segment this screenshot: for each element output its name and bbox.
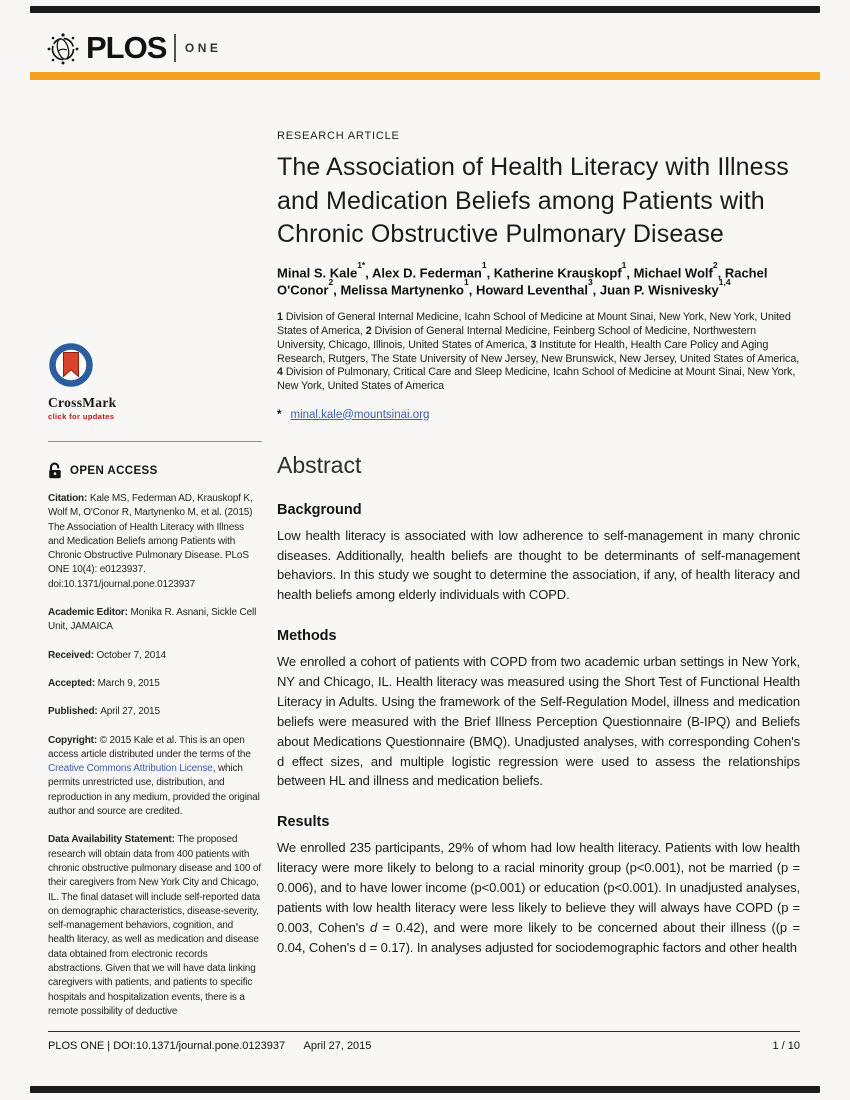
received-block: Received: October 7, 2014 <box>48 649 166 661</box>
article-title: The Association of Health Literacy with Illness and Medication Beliefs among Patients with Chronic Obstructive Pulmonary Disease <box>277 153 789 248</box>
plos-globe-icon <box>46 30 80 66</box>
corresponding-author-email-link[interactable]: minal.kale@mountsinai.org <box>290 408 430 421</box>
published-block: Published: April 27, 2015 <box>48 706 160 718</box>
section-text-results: We enrolled 235 participants, 29% of whom had low health literacy. Patients with low health literacy were more likely to belong to a racial minority group (p<0.001), not be married (p = 0.006), and to have lower income (p<0.001) or education (p<0.001). In unadjusted analyses, patients with low health literacy were less likely to believe they will always have COPD (p = 0.003, Cohen's d = 0.42), and were more likely to be concerned about their illness ((p = 0.04, Cohen's d = 0.17). In analyses adjusted for sociodemographic factors and other health <box>277 840 800 955</box>
section-heading-background: Background <box>277 501 362 518</box>
footer-date: April 27, 2015 <box>303 1040 372 1052</box>
abstract-heading: Abstract <box>277 451 362 478</box>
masthead-divider <box>174 34 176 62</box>
accepted-block: Accepted: March 9, 2015 <box>48 677 160 689</box>
crossmark-icon <box>48 342 94 388</box>
section-text-background: Low health literacy is associated with low adherence to self-management in many chronic diseases. Additionally, health beliefs are thought to be determinants of self-management behaviors. In this study we sought to determine the association, if any, of health literacy and health beliefs among elderly individuals with COPD. <box>277 527 800 603</box>
footer-journal-doi: PLOS ONE | DOI:10.1371/journal.pone.0123937 <box>48 1040 286 1052</box>
section-text-methods: We enrolled a cohort of patients with COPD from two academic urban settings in New York, NY and Chicago, IL. Health literacy was measured using the Short Test of Functional Health Literacy in Adults. Using the framework of the Self-Regulation Model, illness and medication beliefs were measured with the Brief Illness Perception Questionnaire (B-IPQ) and Beliefs about Medications Questionnaire (BMQ). Unadjusted analyses, with corresponding Cohen's d effect sizes, and multiple logistic regression were used to assess the relationships between HL and illness and medication beliefs. <box>277 654 800 789</box>
affiliations: 1 Division of General Internal Medicine, Icahn School of Medicine at Mount Sinai, New York, New York, United States of America, 2 Division of General Internal Medicine, Feinberg School of Medicine, Northwestern University, Chicago, Illinois, United States of America, 3 Institute for Health, Health Care Policy and Aging Research, Rutgers, The State University of New Jersey, New Brunswick, New Jersey, United States of America, 4 Division of Pulmonary, Critical Care and Sleep Medicine, Icahn School of Medicine at Mount Sinai, New York, New York, United States of America <box>277 311 800 392</box>
academic-editor-block: Academic Editor: Monika R. Asnani, Sickle Cell Unit, JAMAICA <box>48 607 257 633</box>
page-edge-top <box>30 6 820 13</box>
page-footer <box>48 1031 800 1052</box>
open-access-row <box>48 462 262 479</box>
metadata-sidebar <box>48 342 262 1019</box>
copyright-block: Copyright: © 2015 Kale et al. This is an open access article distributed under the terms of the Creative Commons Attribution License, which permits unrestricted use, distribution, and reproduction in any medium, provided the original author and source are credited. <box>48 734 260 818</box>
journal-name: ONE <box>184 41 222 55</box>
open-lock-icon <box>48 462 63 479</box>
crossmark-tagline: click for updates <box>48 412 115 421</box>
crossmark-badge[interactable] <box>48 342 168 421</box>
page-edge-bottom <box>30 1086 820 1093</box>
data-availability-block: Data Availability Statement: The proposed research will obtain data from 400 patients with chronic obstructive pulmonary disease and 100 of their caregivers from New York City and Chicago, IL. The final dataset will include self-reported data on demographic characteristics, disease-severity, self-management behaviors, cognition, and health literacy, as well as medication and disease data obtained from electronic records abstractions. Given that we will have data linking caregivers with patients, and patients to specific hospitals and hospitalization events, there is a remote possibility of deductive <box>48 834 261 1017</box>
article-type-kicker: RESEARCH ARTICLE <box>277 130 400 142</box>
author-list: Minal S. Kale$^{1*}$, Alex D. Federman$^1$, Katherine Krauskopf$^1$, Michael Wolf$^2$, Rachel O'Conor$^2$, Melissa Martynenko$^1$, Howard Leventhal$^3$, Juan P. Wisnivesky$^{1,4}$ <box>277 259 768 298</box>
corresponding-author-row <box>277 409 800 421</box>
section-heading-results: Results <box>277 814 330 831</box>
masthead <box>46 30 221 66</box>
section-heading-methods: Methods <box>277 628 337 645</box>
plos-wordmark: PLOS <box>86 30 167 65</box>
masthead-rule <box>30 72 820 80</box>
article-column <box>277 130 800 958</box>
citation-block: Citation: Kale MS, Federman AD, Krauskopf K, Wolf M, O'Conor R, Martynenko M, et al. (2015) The Association of Health Literacy with Illness and Medication Beliefs among Patients with Chronic Obstructive Pulmonary Disease. PLoS ONE 10(4): e0123937. doi:10.1371/journal.pone.0123937 <box>48 493 253 590</box>
sidebar-divider <box>48 441 262 442</box>
crossmark-wordmark: CrossMark <box>48 395 117 410</box>
open-access-label: OPEN ACCESS <box>70 464 158 477</box>
footer-page-number: 1 / 10 <box>772 1040 800 1052</box>
footer-running-head <box>48 1040 371 1052</box>
corresponding-author-marker: * <box>277 408 282 421</box>
